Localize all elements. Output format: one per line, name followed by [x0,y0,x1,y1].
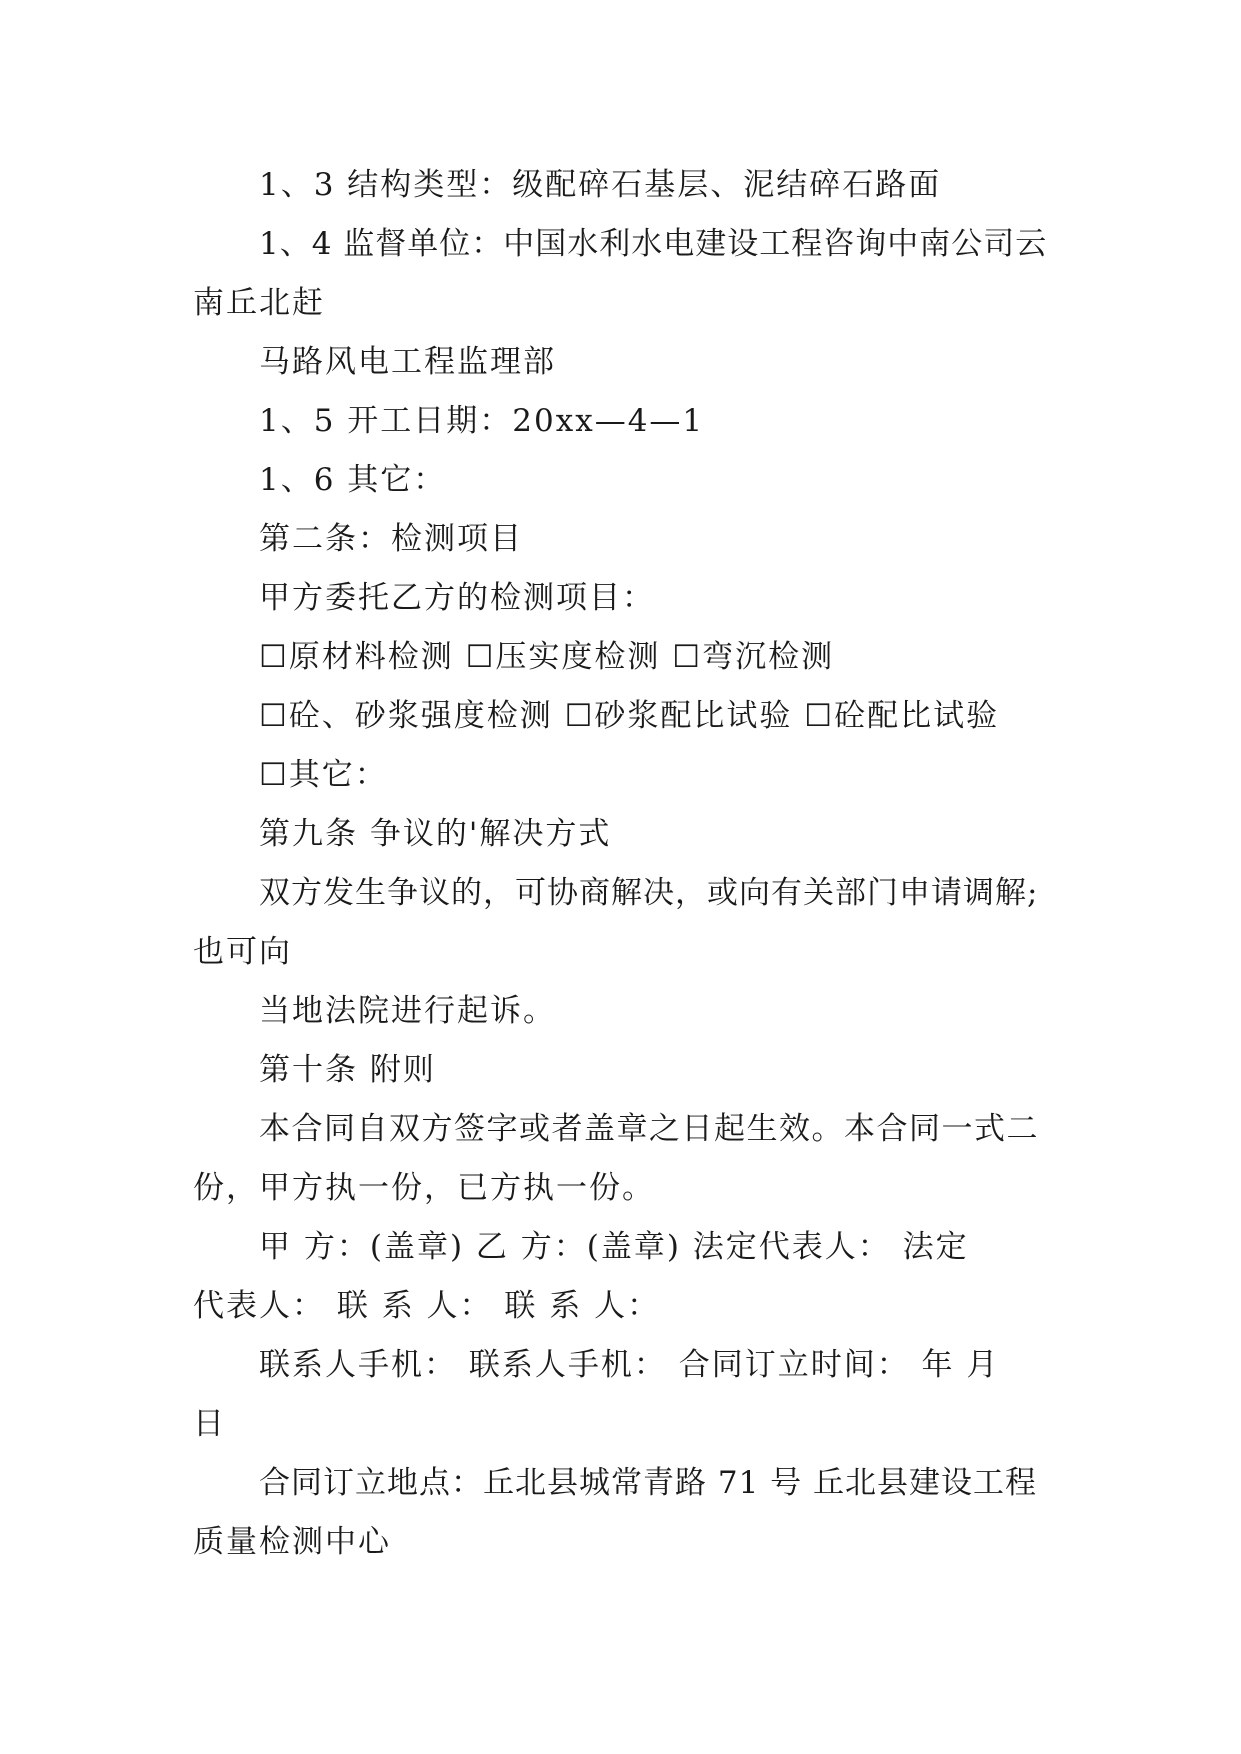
start-date-line: 1、5 开工日期：20xx—4—1 [259,403,705,439]
dispute-clause-line-cont2: 当地法院进行起诉。 [259,993,556,1029]
dispute-clause-line: 双方发生争议的，可协商解决，或向有关部门申请调解; [259,875,1039,911]
test-items-checkbox-row-3: ☐其它： [259,757,388,793]
effective-clause-line: 本合同自双方签字或者盖章之日起生效。本合同一式二 [259,1111,1039,1147]
contract-place-line-cont: 质量检测中心 [193,1524,391,1560]
dispute-clause-line-cont: 也可向 [193,934,292,970]
test-items-checkbox-row-2: ☐砼、砂浆强度检测 ☐砂浆配比试验 ☐砼配比试验 [259,698,1000,734]
article-two-heading: 第二条：检测项目 [259,521,523,557]
structure-type-line: 1、3 结构类型：级配碎石基层、泥结碎石路面 [259,167,942,203]
supervision-unit-line-cont2: 马路风电工程监理部 [259,344,556,380]
contact-phone-line-cont: 日 [193,1406,226,1442]
test-items-intro: 甲方委托乙方的检测项目： [259,580,655,616]
contract-place-line: 合同订立地点：丘北县城常青路 71 号 丘北县建设工程 [259,1465,1038,1501]
article-ten-heading: 第十条 附则 [259,1052,436,1088]
signature-parties-line-cont: 代表人： 联 系 人： 联 系 人： [193,1288,661,1324]
article-nine-heading: 第九条 争议的'解决方式 [259,816,612,852]
contact-phone-line: 联系人手机： 联系人手机： 合同订立时间： 年 月 [259,1347,1000,1383]
effective-clause-line-cont: 份，甲方执一份，已方执一份。 [193,1170,655,1206]
other-line: 1、6 其它： [259,462,447,498]
test-items-checkbox-row-1: ☐原材料检测 ☐压实度检测 ☐弯沉检测 [259,639,835,675]
supervision-unit-line-cont: 南丘北赶 [193,285,325,321]
signature-parties-line: 甲 方：(盖章) 乙 方：(盖章) 法定代表人： 法定 [259,1229,969,1265]
supervision-unit-line: 1、4 监督单位：中国水利水电建设工程咨询中南公司云 [259,226,1048,262]
